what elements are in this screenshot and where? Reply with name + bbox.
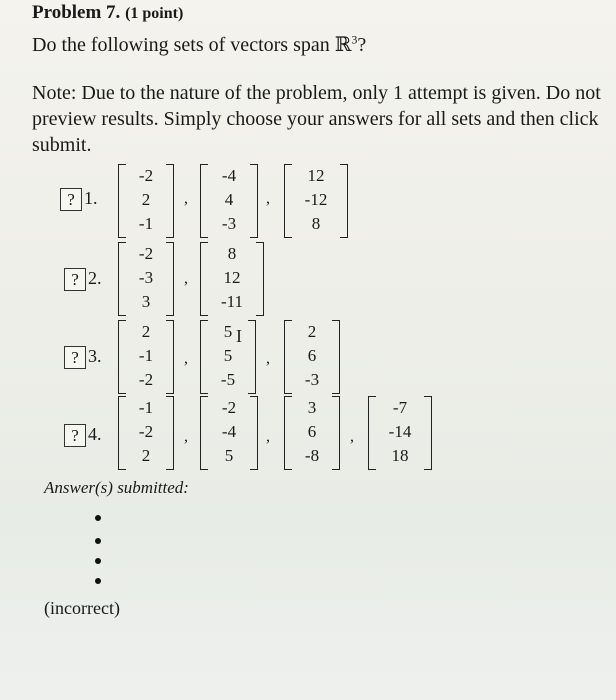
set-label-1: 1. — [84, 188, 98, 208]
vector-entry: 2 — [307, 322, 317, 341]
answer-select-3[interactable]: ? — [64, 346, 86, 369]
separator: , — [350, 428, 354, 445]
answer-select-4[interactable]: ? — [64, 424, 86, 447]
vector-entry: 2 — [141, 322, 151, 341]
vector-entry: -12 — [304, 190, 328, 209]
vector-entry: -1 — [138, 214, 154, 233]
problem-title — [32, 2, 183, 24]
problem-number: Problem 7. — [32, 2, 121, 23]
answers-submitted-label: Answer(s) submitted: — [44, 478, 189, 497]
vector-set-4 — [0, 396, 616, 476]
vector — [284, 164, 348, 238]
vector-entry: -2 — [138, 166, 154, 185]
vector-entry: 4 — [224, 190, 234, 209]
vector-entry: 8 — [227, 244, 237, 263]
answer-bullet — [95, 515, 101, 521]
vector-entry: -2 — [138, 370, 154, 389]
vector-entry: -2 — [138, 244, 154, 263]
separator: , — [266, 190, 270, 207]
vector-entry: 12 — [307, 166, 325, 185]
set-label-3: 3. — [88, 346, 102, 366]
set-label-4: 4. — [88, 424, 102, 444]
separator: , — [184, 190, 188, 207]
vector-entry: -5 — [220, 370, 236, 389]
vector — [368, 396, 432, 470]
vector-set-2 — [0, 240, 616, 320]
answer-bullet — [95, 538, 101, 544]
problem-points: (1 point) — [125, 5, 184, 22]
vector-entry: -2 — [221, 398, 237, 417]
vector-entry: -3 — [221, 214, 237, 233]
vector-entry: 18 — [391, 446, 409, 465]
vector-entry: -1 — [138, 346, 154, 365]
vector-entry: -11 — [220, 292, 244, 311]
vector-entry: -2 — [138, 422, 154, 441]
vector-entry: 6 — [307, 422, 317, 441]
vector-entry: 5 — [223, 322, 233, 341]
vector — [118, 396, 174, 470]
vector-set-1 — [0, 160, 616, 240]
vector-entry: -14 — [388, 422, 412, 441]
vector-entry: -1 — [138, 398, 154, 417]
vector-entry: 2 — [141, 190, 151, 209]
vector-entry: -4 — [221, 166, 237, 185]
vector-entry: -3 — [138, 268, 154, 287]
vector-entry: 6 — [307, 346, 317, 365]
separator: , — [266, 350, 270, 367]
answer-bullet — [95, 558, 101, 564]
vector — [200, 164, 258, 238]
vector-entry: 12 — [223, 268, 241, 287]
question-text: Do the following sets of vectors span ℝ$^3$? — [32, 32, 367, 56]
vector-entry: 8 — [311, 214, 321, 233]
answer-select-1[interactable]: ? — [60, 188, 82, 211]
answer-select-2[interactable]: ? — [64, 268, 86, 291]
vector-entry: 5 — [223, 346, 233, 365]
vector-entry: -4 — [221, 422, 237, 441]
separator: , — [266, 428, 270, 445]
vector — [284, 320, 340, 394]
vector-set-3 — [0, 318, 616, 398]
vector-entry: 2 — [141, 446, 151, 465]
vector — [200, 320, 256, 394]
vector — [118, 320, 174, 394]
vector-entry: 3 — [307, 398, 317, 417]
text-cursor-icon: I — [236, 326, 242, 346]
vector-entry: -3 — [304, 370, 320, 389]
vector — [118, 242, 174, 316]
note-text: Note: Due to the nature of the problem, only 1 attempt is given. Do not preview results. Simply choose your answers for all sets and then click submit. — [32, 82, 601, 156]
vector — [118, 164, 174, 238]
separator: , — [184, 270, 188, 287]
vector — [200, 396, 258, 470]
separator: , — [184, 350, 188, 367]
vector — [200, 242, 264, 316]
vector-entry: -8 — [304, 446, 320, 465]
vector-entry: 5 — [224, 446, 234, 465]
vector-entry: 3 — [141, 292, 151, 311]
answer-bullet — [95, 578, 101, 584]
set-label-2: 2. — [88, 268, 102, 288]
vector — [284, 396, 340, 470]
separator: , — [184, 428, 188, 445]
status-text: (incorrect) — [44, 598, 120, 618]
vector-entry: -7 — [392, 398, 408, 417]
